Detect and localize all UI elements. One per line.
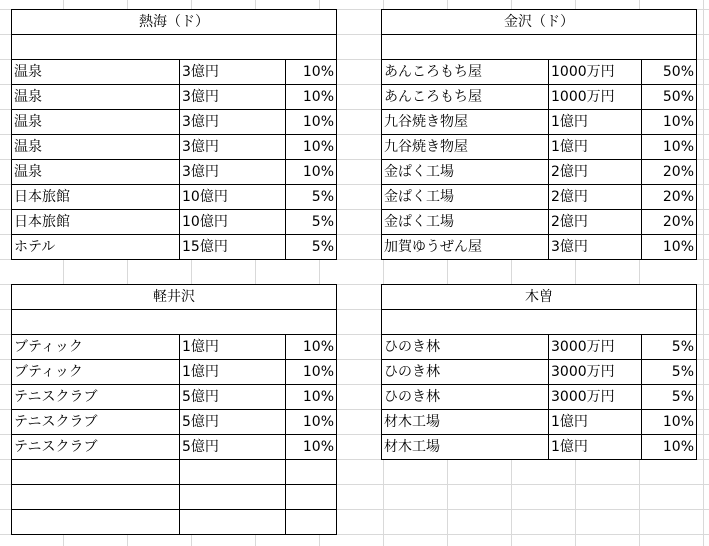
amount-cell[interactable]: 1億円 xyxy=(549,410,642,434)
amount-cell[interactable]: 2億円 xyxy=(549,210,642,234)
amount-cell[interactable]: 5億円 xyxy=(180,435,286,459)
table-row xyxy=(382,210,697,235)
table-title-row xyxy=(12,10,337,35)
table-row xyxy=(382,360,697,385)
rate-cell[interactable]: 5% xyxy=(286,185,337,209)
amount-cell[interactable]: 3億円 xyxy=(180,85,286,109)
amount-cell[interactable]: 3億円 xyxy=(549,235,642,259)
rate-cell[interactable]: 10% xyxy=(286,85,337,109)
table-kiso xyxy=(381,284,697,460)
amount-cell[interactable]: 3億円 xyxy=(180,60,286,84)
table-row xyxy=(382,185,697,210)
table-row xyxy=(12,60,337,85)
amount-cell[interactable]: 1000万円 xyxy=(549,60,642,84)
amount-cell[interactable]: 15億円 xyxy=(180,235,286,259)
table-title-row xyxy=(382,10,697,35)
table-kanazawa xyxy=(381,9,697,260)
table-row xyxy=(382,410,697,435)
table-atami xyxy=(11,9,337,260)
name-cell[interactable]: 温泉 xyxy=(12,60,180,84)
rate-cell[interactable]: 5% xyxy=(642,385,697,409)
amount-cell[interactable] xyxy=(180,460,286,484)
blank-row xyxy=(382,35,697,60)
amount-cell[interactable]: 10億円 xyxy=(180,210,286,234)
name-cell[interactable]: テニスクラブ xyxy=(12,410,180,434)
blank-cell[interactable] xyxy=(12,35,337,59)
name-cell[interactable]: 金ぱく工場 xyxy=(382,160,549,184)
amount-cell[interactable]: 3億円 xyxy=(180,160,286,184)
amount-cell[interactable]: 10億円 xyxy=(180,185,286,209)
name-cell[interactable]: 温泉 xyxy=(12,110,180,134)
rate-cell[interactable]: 50% xyxy=(642,85,697,109)
table-row xyxy=(382,110,697,135)
amount-cell[interactable] xyxy=(180,485,286,509)
blank-row xyxy=(12,310,337,335)
name-cell[interactable] xyxy=(12,485,180,509)
table-row xyxy=(382,160,697,185)
table-title[interactable]: 木曽 xyxy=(382,285,697,309)
rate-cell[interactable]: 10% xyxy=(286,435,337,459)
amount-cell[interactable]: 1億円 xyxy=(549,110,642,134)
table-title-row xyxy=(12,285,337,310)
name-cell[interactable]: ひのき林 xyxy=(382,335,549,359)
name-cell[interactable]: あんころもち屋 xyxy=(382,60,549,84)
table-row xyxy=(382,385,697,410)
rate-cell[interactable]: 10% xyxy=(642,410,697,434)
name-cell[interactable]: 材木工場 xyxy=(382,410,549,434)
amount-cell[interactable]: 2億円 xyxy=(549,160,642,184)
rate-cell[interactable]: 10% xyxy=(286,385,337,409)
rate-cell[interactable]: 10% xyxy=(286,335,337,359)
name-cell[interactable]: 日本旅館 xyxy=(12,210,180,234)
name-cell[interactable]: ひのき林 xyxy=(382,360,549,384)
table-row xyxy=(12,510,337,535)
name-cell[interactable]: ブティック xyxy=(12,335,180,359)
amount-cell[interactable]: 3000万円 xyxy=(549,385,642,409)
name-cell[interactable]: 温泉 xyxy=(12,135,180,159)
name-cell[interactable]: ひのき林 xyxy=(382,385,549,409)
name-cell[interactable]: 温泉 xyxy=(12,85,180,109)
blank-cell[interactable] xyxy=(12,310,337,334)
table-row xyxy=(12,85,337,110)
amount-cell[interactable]: 2億円 xyxy=(549,185,642,209)
rate-cell[interactable]: 10% xyxy=(286,135,337,159)
amount-cell[interactable]: 1億円 xyxy=(549,435,642,459)
amount-cell[interactable]: 3億円 xyxy=(180,110,286,134)
name-cell[interactable]: 加賀ゆうぜん屋 xyxy=(382,235,549,259)
amount-cell[interactable]: 1億円 xyxy=(180,360,286,384)
name-cell[interactable] xyxy=(12,510,180,534)
rate-cell[interactable]: 20% xyxy=(642,160,697,184)
table-row xyxy=(382,235,697,260)
table-row xyxy=(12,360,337,385)
rate-cell[interactable]: 5% xyxy=(286,210,337,234)
amount-cell[interactable]: 1000万円 xyxy=(549,85,642,109)
name-cell[interactable]: 九谷焼き物屋 xyxy=(382,110,549,134)
rate-cell[interactable] xyxy=(286,485,337,509)
name-cell[interactable]: 温泉 xyxy=(12,160,180,184)
rate-cell[interactable]: 10% xyxy=(286,60,337,84)
rate-cell[interactable]: 20% xyxy=(642,210,697,234)
table-row xyxy=(382,135,697,160)
amount-cell[interactable]: 1億円 xyxy=(180,335,286,359)
name-cell[interactable]: あんころもち屋 xyxy=(382,85,549,109)
table-row xyxy=(12,385,337,410)
table-row xyxy=(382,435,697,460)
rate-cell[interactable]: 5% xyxy=(286,235,337,259)
name-cell[interactable]: 日本旅館 xyxy=(12,185,180,209)
table-row xyxy=(12,110,337,135)
amount-cell[interactable]: 3億円 xyxy=(180,135,286,159)
table-row xyxy=(12,135,337,160)
blank-row xyxy=(382,310,697,335)
table-karuizawa xyxy=(11,284,337,535)
table-row xyxy=(12,485,337,510)
name-cell[interactable]: ホテル xyxy=(12,235,180,259)
table-row xyxy=(12,235,337,260)
rate-cell[interactable]: 10% xyxy=(286,360,337,384)
table-row xyxy=(12,210,337,235)
rate-cell[interactable]: 10% xyxy=(286,410,337,434)
amount-cell[interactable] xyxy=(180,510,286,534)
rate-cell[interactable]: 10% xyxy=(642,135,697,159)
amount-cell[interactable]: 1億円 xyxy=(549,135,642,159)
rate-cell[interactable]: 5% xyxy=(642,335,697,359)
rate-cell[interactable]: 10% xyxy=(286,160,337,184)
table-row xyxy=(12,460,337,485)
name-cell[interactable]: 材木工場 xyxy=(382,435,549,459)
name-cell[interactable]: ブティック xyxy=(12,360,180,384)
rate-cell[interactable]: 5% xyxy=(642,360,697,384)
amount-cell[interactable]: 3000万円 xyxy=(549,360,642,384)
rate-cell[interactable]: 50% xyxy=(642,60,697,84)
blank-row xyxy=(12,35,337,60)
table-title[interactable]: 熱海（ド） xyxy=(12,10,337,34)
rate-cell[interactable] xyxy=(286,460,337,484)
table-row xyxy=(382,335,697,360)
table-title[interactable]: 軽井沢 xyxy=(12,285,337,309)
rate-cell[interactable]: 20% xyxy=(642,185,697,209)
name-cell[interactable]: テニスクラブ xyxy=(12,385,180,409)
name-cell[interactable]: 金ぱく工場 xyxy=(382,210,549,234)
table-row xyxy=(12,335,337,360)
table-row xyxy=(12,160,337,185)
name-cell[interactable]: 九谷焼き物屋 xyxy=(382,135,549,159)
table-title[interactable]: 金沢（ド） xyxy=(382,10,697,34)
name-cell[interactable] xyxy=(12,460,180,484)
name-cell[interactable]: 金ぱく工場 xyxy=(382,185,549,209)
rate-cell[interactable]: 10% xyxy=(286,110,337,134)
table-row xyxy=(12,410,337,435)
amount-cell[interactable]: 3000万円 xyxy=(549,335,642,359)
name-cell[interactable]: テニスクラブ xyxy=(12,435,180,459)
amount-cell[interactable]: 5億円 xyxy=(180,385,286,409)
table-row xyxy=(12,185,337,210)
blank-cell[interactable] xyxy=(382,310,697,334)
rate-cell[interactable] xyxy=(286,510,337,534)
rate-cell[interactable]: 10% xyxy=(642,235,697,259)
rate-cell[interactable]: 10% xyxy=(642,110,697,134)
rate-cell[interactable]: 10% xyxy=(642,435,697,459)
table-title-row xyxy=(382,285,697,310)
table-row xyxy=(382,85,697,110)
table-row xyxy=(382,60,697,85)
table-row xyxy=(12,435,337,460)
amount-cell[interactable]: 5億円 xyxy=(180,410,286,434)
blank-cell[interactable] xyxy=(382,35,697,59)
